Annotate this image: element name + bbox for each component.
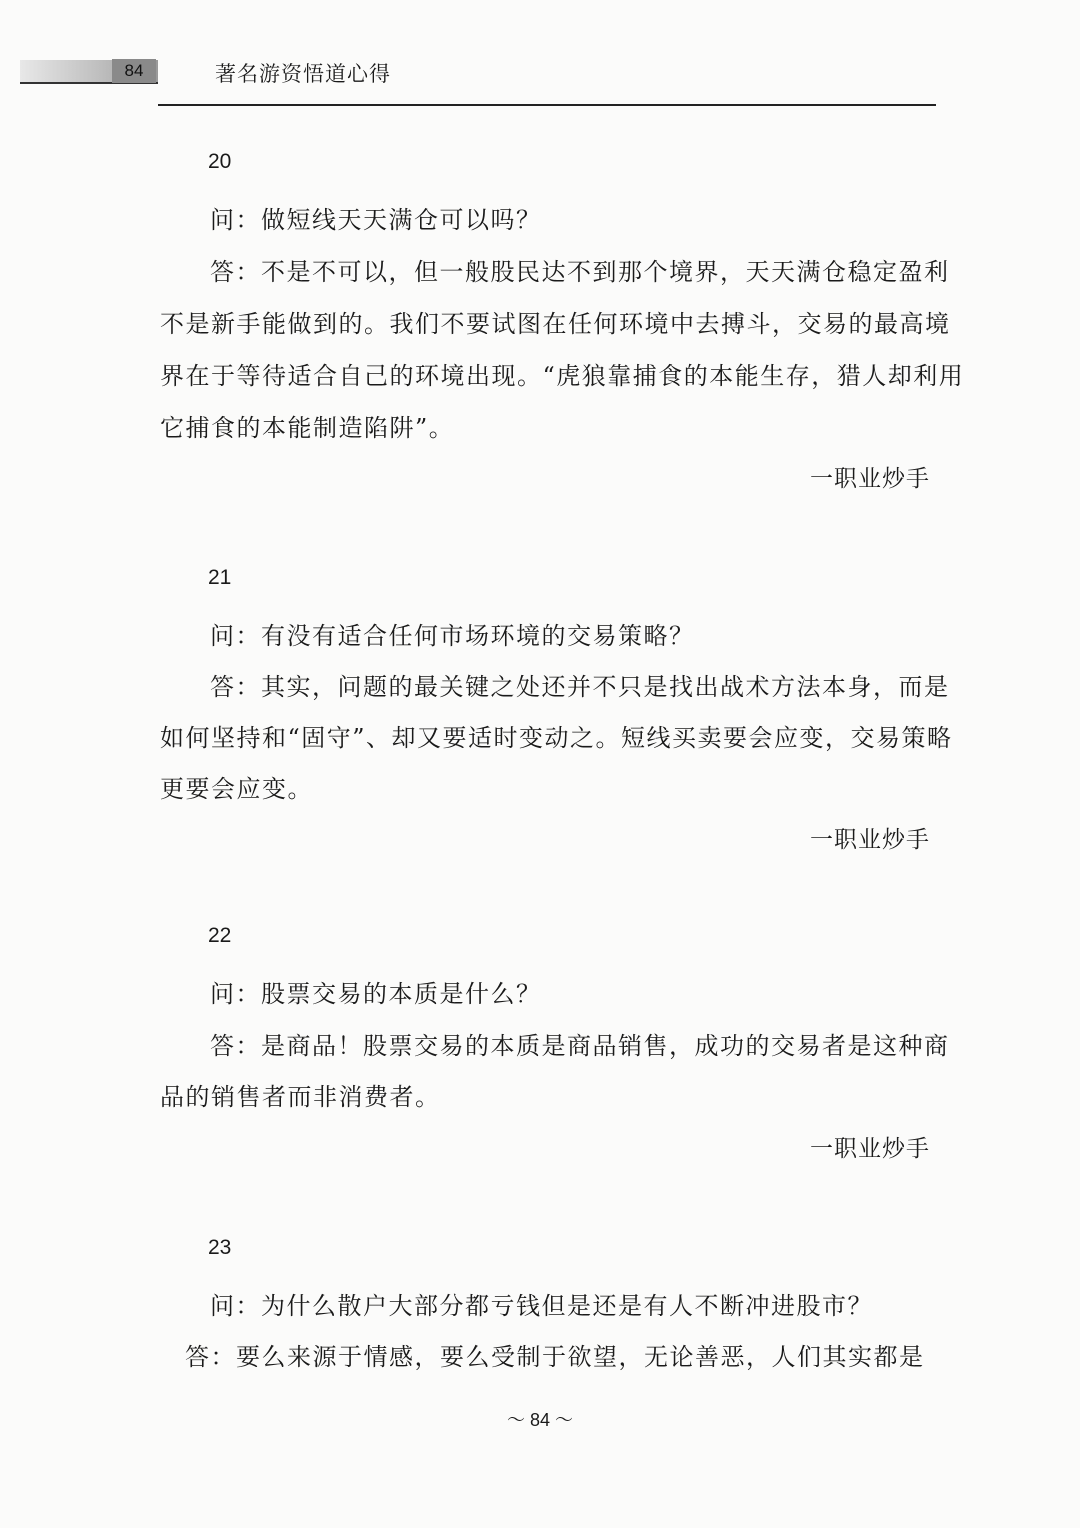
header-divider (158, 104, 936, 106)
question: 问：股票交易的本质是什么？ (210, 980, 542, 1008)
answer-line: 品的销售者而非消费者。 (160, 1083, 441, 1111)
signature: 一职业炒手 (810, 827, 930, 853)
question: 问：有没有适合任何市场环境的交易策略？ (210, 622, 695, 650)
answer-line: 更要会应变。 (160, 775, 313, 803)
footer-page-number: ～ 84 ～ (506, 1410, 574, 1430)
signature: 一职业炒手 (810, 1136, 930, 1162)
answer-line: 不是新手能做到的。我们不要试图在任何环境中去搏斗，交易的最高境 (160, 310, 951, 338)
answer-line: 答：要么来源于情感，要么受制于欲望，无论善恶，人们其实都是 (185, 1343, 925, 1371)
entry-number: 20 (208, 150, 232, 173)
signature: 一职业炒手 (810, 466, 930, 492)
answer-line: 如何坚持和“固守”、却又要适时变动之。短线买卖要会应变，交易策略 (160, 724, 953, 752)
answer-line: 界在于等待适合自己的环境出现。“虎狼靠捕食的本能生存，猎人却利用 (160, 362, 965, 390)
entry-number: 23 (208, 1236, 232, 1259)
book-title: 著名游资悟道心得 (215, 62, 391, 86)
question: 问：为什么散户大部分都亏钱但是还是有人不断冲进股市？ (210, 1292, 873, 1320)
header-page-number: 84 (112, 59, 156, 83)
entry-number: 22 (208, 924, 232, 947)
answer-line: 答：其实，问题的最关键之处还并不只是找出战术方法本身，而是 (210, 673, 950, 701)
answer-line: 答：是商品！股票交易的本质是商品销售，成功的交易者是这种商 (210, 1032, 950, 1060)
answer-line: 它捕食的本能制造陷阱”。 (160, 414, 455, 442)
entry-number: 21 (208, 566, 232, 589)
question: 问：做短线天天满仓可以吗？ (210, 206, 542, 234)
answer-line: 答：不是不可以，但一般股民达不到那个境界，天天满仓稳定盈利 (210, 258, 950, 286)
